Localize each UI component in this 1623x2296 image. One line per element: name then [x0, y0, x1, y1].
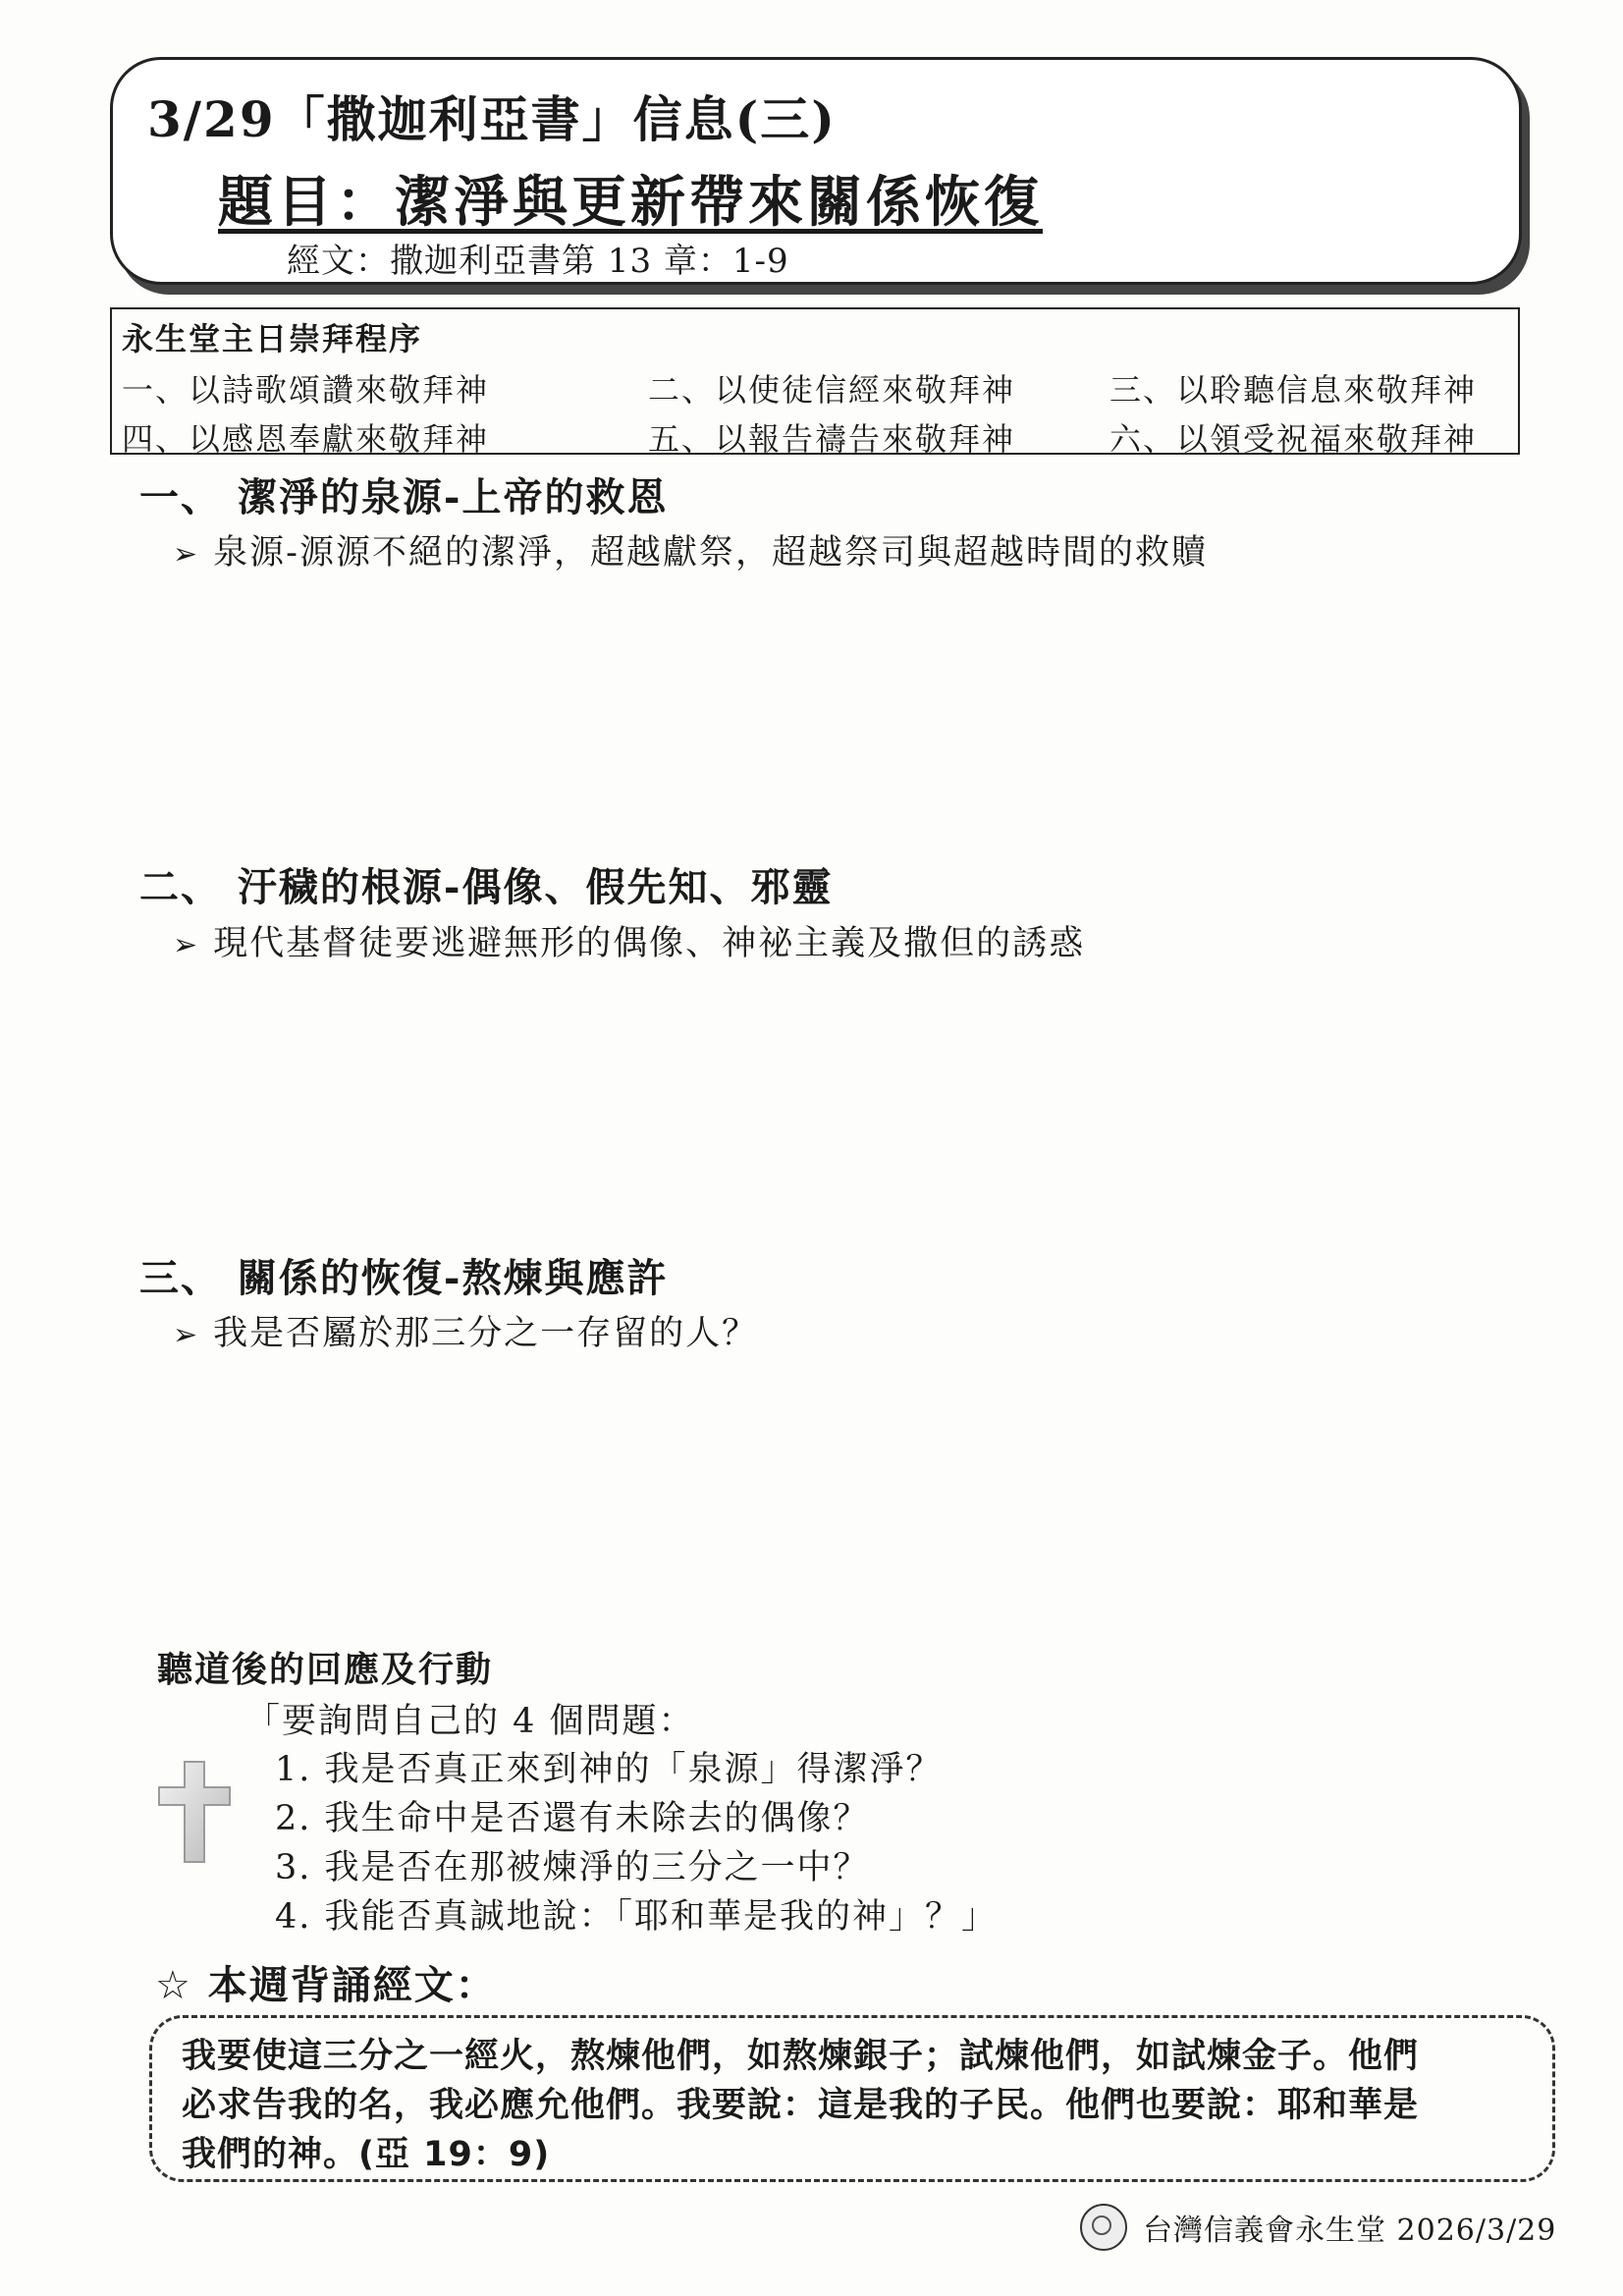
worship-order-item: 四、以感恩奉獻來敬拜神	[122, 420, 490, 458]
worship-order-item: 一、以詩歌頌讚來敬拜神	[122, 371, 490, 409]
section-bullet-3	[173, 1306, 758, 1355]
section-heading-1: 一、 潔淨的泉源-上帝的救恩	[139, 474, 669, 520]
worship-order-item: 五、以報告禱告來敬拜神	[648, 420, 1016, 458]
memory-verse-line: 我們的神。(亞 19：9)	[182, 2135, 551, 2174]
question-item: 4. 我能否真誠地說：「耶和華是我的神」？」	[275, 1897, 999, 1937]
question-item: 3. 我是否在那被煉淨的三分之一中？	[275, 1848, 870, 1887]
section-bullet-2	[173, 916, 1085, 965]
question-item: 2. 我生命中是否還有未除去的偶像？	[275, 1799, 870, 1838]
section-bullet-text: 我是否屬於那三分之一存留的人？	[213, 1314, 759, 1353]
arrow-bullet-icon: ➢	[173, 1318, 200, 1352]
section-heading-2: 二、 汙穢的根源-偶像、假先知、邪靈	[139, 864, 834, 910]
worship-order-title: 永生堂主日崇拜程序	[122, 320, 423, 357]
questions-intro: 「要詢問自己的 4 個問題：	[245, 1702, 695, 1741]
cross-icon	[157, 1760, 232, 1864]
scripture-reference: 經文：撒迦利亞書第 13 章：1-9	[287, 242, 789, 281]
worship-order-item: 二、以使徒信經來敬拜神	[648, 371, 1016, 409]
sermon-title: 題目：潔淨與更新帶來關係恢復	[218, 170, 1043, 235]
sermon-series-title: 3/29「撒迦利亞書」信息(三)	[147, 90, 837, 148]
memory-verse-line: 必求告我的名，我必應允他們。我要說：這是我的子民。他們也要說：耶和華是	[182, 2086, 1420, 2125]
church-seal-icon	[1080, 2204, 1127, 2251]
footer-text: 台灣信義會永生堂 2026/3/29	[1143, 2214, 1557, 2248]
footer	[1080, 2204, 1556, 2251]
worship-order-item: 六、以領受祝福來敬拜神	[1109, 420, 1478, 458]
arrow-bullet-icon: ➢	[173, 928, 200, 962]
question-item: 1. 我是否真正來到神的「泉源」得潔淨？	[275, 1750, 943, 1789]
section-bullet-text: 泉源-源源不絕的潔淨，超越獻祭，超越祭司與超越時間的救贖	[213, 533, 1208, 573]
memory-verse-line: 我要使這三分之一經火，熬煉他們，如熬煉銀子；試煉他們，如試煉金子。他們	[182, 2037, 1420, 2076]
section-heading-3: 三、 關係的恢復-熬煉與應許	[139, 1255, 669, 1301]
section-bullet-text: 現代基督徒要逃避無形的偶像、神祕主義及撒但的誘惑	[213, 924, 1086, 963]
memory-verse-title: ☆ 本週背誦經文：	[155, 1963, 497, 2008]
section-bullet-1	[173, 525, 1208, 574]
arrow-bullet-icon: ➢	[173, 537, 200, 572]
response-title: 聽道後的回應及行動	[157, 1649, 494, 1690]
worship-order-item: 三、以聆聽信息來敬拜神	[1109, 371, 1478, 409]
